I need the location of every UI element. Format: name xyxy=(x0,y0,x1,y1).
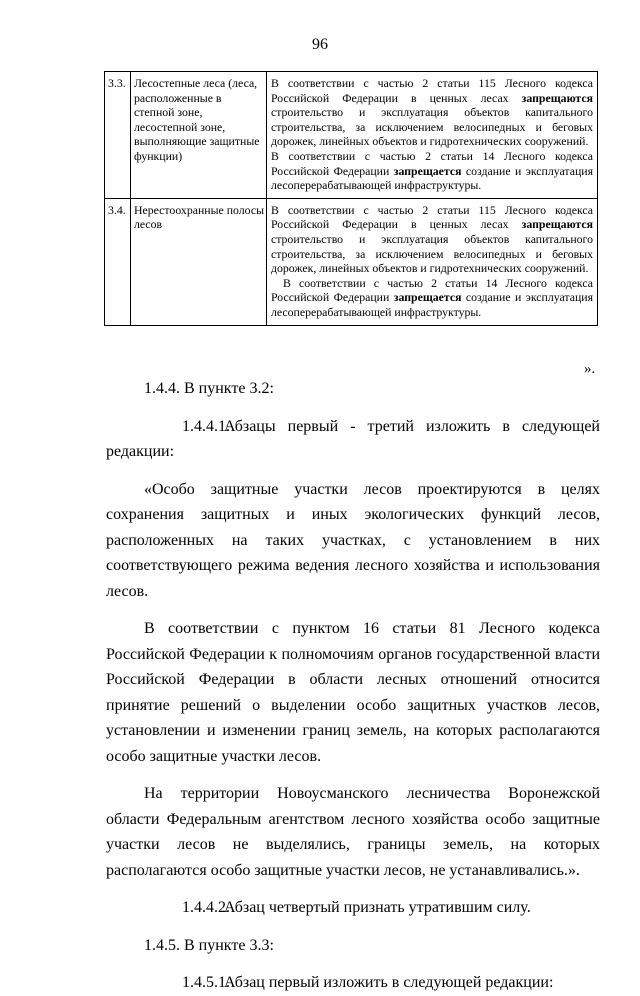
row-number: 3.3. xyxy=(105,72,131,199)
table-row xyxy=(105,198,598,325)
document-body xyxy=(106,376,600,996)
item-1-4-4-2: 1.4.4.2.Абзац четвертый признать утратившим силу. xyxy=(182,899,531,916)
paragraph-3: На территории Новоусманского лесничества Воронежской области Федеральным агентством лесного хозяйства особо защитные участки лесов не выделялись, границы земель, на которых располагаются особо защитные участки лесов, не устанавливались.». xyxy=(106,785,600,879)
restriction-paragraph: В соответствии с частью 2 статьи 115 Лесного кодекса Российской Федерации в ценных лесах запрещаются строительство и эксплуатация объектов капитального строительства, за исключением велосипедных и беговых дорожек, линейных объектов и гидротехнических сооружений. xyxy=(271,202,593,276)
item-1-4-5-1: 1.4.5.1.Абзац первый изложить в следующей редакции: xyxy=(182,974,554,991)
restriction-paragraph: В соответствии с частью 2 статьи 14 Лесного кодекса Российской Федерации запрещается создание и эксплуатация лесоперерабатывающей инфраструктуры. xyxy=(271,275,594,319)
page-number: 96 xyxy=(312,36,328,53)
table-row xyxy=(105,72,598,199)
paragraph-1: «Особо защитные участки лесов проектируются в целях сохранения защитных и иных экологических функций лесов, расположенных на таких участках, с установлением в них соответствующего режима ведения лесного хозяйства и использования лесов. xyxy=(106,480,600,600)
restriction-text xyxy=(267,198,598,325)
closing-quote: ». xyxy=(584,361,596,377)
item-1-4-4-1: 1.4.4.1.Абзацы первый - третий изложить в следующей редакции: xyxy=(106,417,600,460)
forest-category: Лесостепные леса (леса, расположенные в степной зоне, лесостепной зоне, выполняющие защитные функции) xyxy=(131,72,267,199)
item-1-4-5: 1.4.5. В пункте 3.3: xyxy=(144,936,274,954)
restrictions-table xyxy=(104,71,598,326)
restriction-text xyxy=(267,72,598,199)
forest-category: Нерестоохранные полосы лесов xyxy=(131,198,267,325)
restriction-paragraph: В соответствии с частью 2 статьи 115 Лесного кодекса Российской Федерации в ценных лесах запрещаются строительство и эксплуатация объектов капитального строительства, за исключением велосипедных и беговых дорожек, линейных объектов и гидротехнических сооружений. xyxy=(271,76,593,149)
row-number: 3.4. xyxy=(105,198,131,325)
restriction-paragraph: В соответствии с частью 2 статьи 14 Лесного кодекса Российской Федерации запрещается создание и эксплуатация лесоперерабатывающей инфраструктуры. xyxy=(271,148,594,193)
paragraph-2: В соответствии с пунктом 16 статьи 81 Лесного кодекса Российской Федерации к полномочиям органов государственной власти Российской Федерации в области лесных отношений относится принятие решений о выделении особо защитных участков лесов, установлении и изменении границ земель, на которых располагаются особо защитные участки лесов. xyxy=(106,620,600,765)
item-1-4-4: 1.4.4. В пункте 3.2: xyxy=(144,380,274,397)
